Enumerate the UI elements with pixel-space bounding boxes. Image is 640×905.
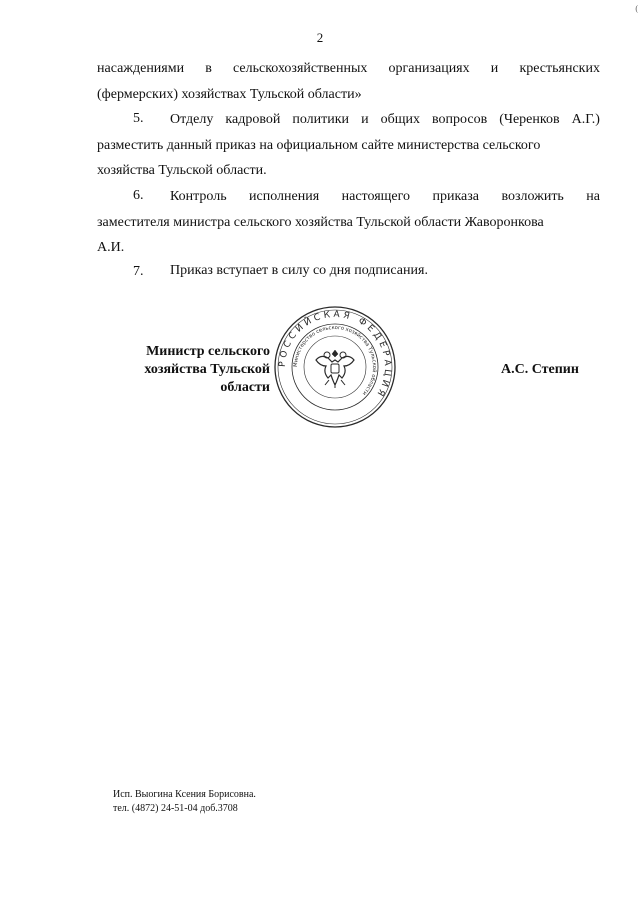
executor-phone: тел. (4872) 24-51-04 доб.3708 xyxy=(113,803,238,814)
word: приказа xyxy=(432,189,480,204)
signatory-title-line1: Министр сельского xyxy=(146,344,270,359)
official-seal xyxy=(272,304,398,430)
p7-number: 7. xyxy=(133,264,144,279)
p5-line1 xyxy=(170,110,600,130)
word: и xyxy=(490,61,499,76)
p7-text: Приказ вступает в силу со дня подписания. xyxy=(170,263,428,278)
word: общих xyxy=(380,112,420,127)
word: насаждениями xyxy=(97,61,185,76)
signatory-name: А.С. Степин xyxy=(501,362,579,377)
p6-line1 xyxy=(170,187,600,207)
seal-inner-text: Министерство сельского хозяйства Тульской области xyxy=(292,324,378,397)
word: настоящего xyxy=(341,189,411,204)
word: Контроль xyxy=(170,189,227,204)
word: и xyxy=(361,112,369,127)
eagle-emblem-icon xyxy=(316,350,354,388)
word: возложить xyxy=(501,189,564,204)
signatory-title xyxy=(100,343,270,397)
word: на xyxy=(586,189,600,204)
word: кадровой xyxy=(225,112,281,127)
word: (Черенков xyxy=(499,112,560,127)
word: крестьянских xyxy=(519,61,600,76)
signatory-title-line2: хозяйства Тульской области xyxy=(144,362,270,395)
seal-outer-text: РОССИЙСКАЯ ФЕДЕРАЦИЯ xyxy=(277,309,393,401)
word: организациях xyxy=(388,61,470,76)
word: вопросов xyxy=(432,112,488,127)
p6-number: 6. xyxy=(133,188,144,203)
executor-name: Исп. Выогина Ксения Борисовна. xyxy=(113,789,256,800)
p5-line3: хозяйства Тульской области. xyxy=(97,163,267,178)
page-number: 2 xyxy=(316,30,324,45)
word: сельскохозяйственных xyxy=(233,61,368,76)
p4-line2: (фермерских) хозяйствах Тульской области» xyxy=(97,87,362,102)
p4-line1 xyxy=(97,59,600,79)
p6-line3: А.И. xyxy=(97,240,125,255)
p5-number: 5. xyxy=(133,111,144,126)
corner-mark: ( xyxy=(635,4,638,13)
seal-inner-ring xyxy=(304,336,366,398)
p6-line2: заместителя министра сельского хозяйства Тульской области Жаворонкова xyxy=(97,215,544,230)
seal-middle-ring xyxy=(292,324,378,410)
word: в xyxy=(205,61,212,76)
word: исполнения xyxy=(249,189,320,204)
word: А.Г.) xyxy=(571,112,600,127)
word: политики xyxy=(292,112,350,127)
word: Отделу xyxy=(170,112,214,127)
p5-line2: разместить данный приказ на официальном сайте министерства сельского xyxy=(97,138,541,153)
executor-info xyxy=(113,788,256,816)
